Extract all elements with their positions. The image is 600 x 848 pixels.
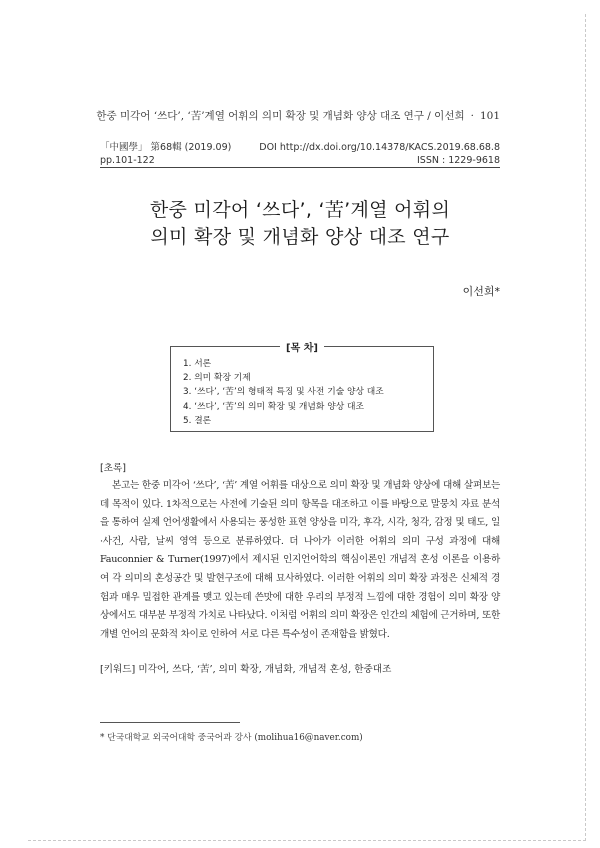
table-of-contents xyxy=(170,343,434,432)
keywords: [키워드] 미각어, 쓰다, ‘苦’, 의미 확장, 개념화, 개념적 혼성, 한중대조 xyxy=(100,664,392,675)
running-header-separator: · xyxy=(470,110,474,122)
issn: ISSN : 1229-9618 xyxy=(417,155,500,166)
toc-item: 4. ‘쓰다’, ‘苦’의 의미 확장 및 개념화 양상 대조 xyxy=(183,401,365,412)
toc-heading: [목 차] xyxy=(280,343,324,354)
running-header xyxy=(96,108,500,123)
toc-item: 5. 결론 xyxy=(183,415,212,426)
title-line-2: 의미 확장 및 개념화 양상 대조 연구 xyxy=(150,226,450,248)
title-line-1: 한중 미각어 ‘쓰다’, ‘苦’계열 어휘의 xyxy=(149,199,451,221)
doi: DOI http://dx.doi.org/10.14378/KACS.2019.68.68.8 xyxy=(259,142,500,153)
toc-item: 2. 의미 확장 기제 xyxy=(183,373,251,384)
abstract-body: 본고는 한중 미각어 ‘쓰다’, ‘苦’ 계열 어휘를 대상으로 의미 확장 및 개념화 양상에 대해 살펴보는데 목적이 있다. 1차적으로는 사전에 기술된 의미 항목을 대조하고 이를 바탕으로 말뭉치 자료 분석을 통하여 실제 언어생활에서 사용되는 풍성한 표현 양상을 미각, 후각, 시각, 청각, 감정 및 태도, 일·사건, 사람, 날씨 영역 등으로 분류하였다. 더 나아가 이러한 어휘의 의미 구성 과정에 대해 Fauconnier & Turner(1997)에서 제시된 인지언어학의 핵심이론인 개념적 혼성 이론을 이용하여 각 의미의 혼성공간 및 발현구조에 대해 묘사하였다. 이러한 어휘의 의미 확장 과정은 신체적 경험과 매우 밀접한 관계를 맺고 있는데 쓴맛에 대한 우리의 부정적 느낌에 대한 경험이 의미 확장 양상에서도 대부분 부정적 가치로 나타났다. 이처럼 어휘의 의미 확장은 인간의 체험에 근거하며, 또한 개별 언어의 문화적 차이로 인하여 서로 다른 특수성이 존재함을 밝혔다. xyxy=(100,480,500,640)
journal-name: 「中國學」 第68輯 (2019.09) xyxy=(100,142,232,153)
running-header-title: 한중 미각어 ‘쓰다’, ‘苦’계열 어휘의 의미 확장 및 개념화 양상 대조 연구 / 이선희 xyxy=(96,110,465,122)
footnote-divider xyxy=(100,722,240,723)
page-number: 101 xyxy=(479,110,500,122)
abstract xyxy=(100,462,500,644)
page-range: pp.101-122 xyxy=(100,155,155,166)
journal-meta xyxy=(100,141,500,167)
paper-title xyxy=(60,197,540,251)
author-footnote: * 단국대학교 외국어대학 중국어과 강사 (molihua16@naver.com) xyxy=(100,733,363,743)
toc-item: 1. 서론 xyxy=(183,359,212,369)
meta-divider xyxy=(100,167,500,168)
abstract-heading: [초록] xyxy=(100,463,127,474)
toc-item: 3. ‘쓰다’, ‘苦’의 형태적 특징 및 사전 기술 양상 대조 xyxy=(183,387,384,398)
author: 이선희* xyxy=(462,285,500,298)
